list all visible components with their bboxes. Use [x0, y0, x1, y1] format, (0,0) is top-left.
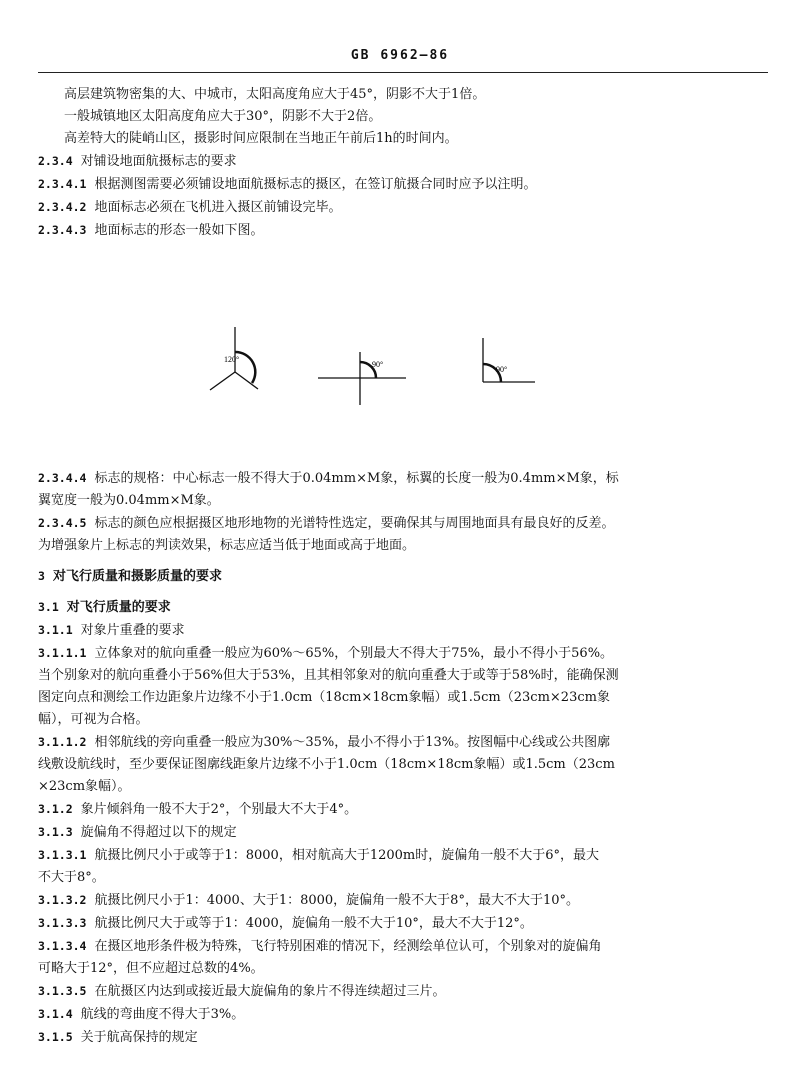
- clause-3-1-3-2: [38, 889, 770, 912]
- angle-label-120: 120°: [224, 355, 240, 364]
- clause-3-1-1-1-cont-1: 当个别象对的航向重叠小于56%但大于53%，且其相邻象对的航向重叠大于或等于58%时，能确保测: [38, 668, 619, 683]
- clause-number: 2.3.4.2: [38, 200, 87, 214]
- section-3-1-title: [38, 596, 770, 619]
- clause-text: 地面标志必须在飞机进入摄区前铺设完毕。: [94, 200, 342, 215]
- clause-number: 3.1.3.5: [38, 984, 87, 998]
- clause-3-1-1: [38, 619, 770, 642]
- clause-number: 3.1.3.1: [38, 848, 87, 862]
- header-rule: [38, 72, 768, 73]
- clause-text: 对象片重叠的要求: [80, 623, 185, 638]
- clause-3-1-1-2-cont-2: ×23cm象幅）。: [38, 779, 131, 794]
- document-body: [38, 84, 770, 1049]
- clause-number: 2.3.4.3: [38, 223, 87, 237]
- clause-3-1-3-4-cont: 可略大于12°，但不应超过总数的4%。: [38, 961, 264, 976]
- clause-text: 立体象对的航向重叠一般应为60%～65%，个别最大不得大于75%，最小不得小于56%。: [94, 646, 614, 661]
- clause-3-1-1-2: [38, 731, 770, 754]
- clause-text: 航摄比例尺小于或等于1：8000，相对航高大于1200m时，旋偏角一般不大于6°，最大: [94, 848, 600, 863]
- clause-number: 2.3.4: [38, 154, 73, 168]
- clause-3-1-4: [38, 1003, 770, 1026]
- clause-3-1-3-1-cont: 不大于8°。: [38, 870, 105, 885]
- clause-2-3-4-5: [38, 512, 770, 535]
- clause-text: 标志的颜色应根据摄区地形地物的光谱特性选定，要确保其与周围地面具有最良好的反差。: [94, 516, 615, 531]
- clause-number: 3.1.1.1: [38, 646, 87, 660]
- clause-3-1-5: [38, 1026, 770, 1049]
- section-3-title: [38, 565, 770, 588]
- clause-number: 2.3.4.5: [38, 516, 87, 530]
- clause-number: 3.1.5: [38, 1030, 73, 1044]
- clause-text: 航摄比例尺小于1：4000、大于1：8000，旋偏角一般不大于8°，最大不大于10°。: [94, 893, 579, 908]
- clause-text: 旋偏角不得超过以下的规定: [80, 825, 237, 840]
- clause-2-3-4-2: [38, 196, 770, 219]
- clause-text: 关于航高保持的规定: [80, 1030, 198, 1045]
- angle-label-90-l: 90°: [496, 365, 508, 374]
- clause-number: 3.1.3.3: [38, 916, 87, 930]
- clause-text: 标志的规格：中心标志一般不得大于0.04mm×M象，标翼的长度一般为0.4mm×M象，标: [94, 471, 619, 486]
- clause-2-3-4-5-cont: 为增强象片上标志的判读效果，标志应适当低于地面或高于地面。: [38, 538, 416, 553]
- clause-text: 对铺设地面航摄标志的要求: [80, 154, 237, 169]
- clause-number: 3.1.3.4: [38, 939, 87, 953]
- clause-number: 3.1.2: [38, 802, 73, 816]
- clause-2-3-4-4: [38, 467, 770, 490]
- clause-number: 2.3.4.1: [38, 177, 87, 191]
- clause-3-1-1-1: [38, 642, 770, 665]
- clause-3-1-3-5: [38, 980, 770, 1003]
- clause-3-1-1-2-cont-1: 线敷设航线时，至少要保证图廓线距象片边缘不小于1.0cm（18cm×18cm象幅）或1.5cm（23cm: [38, 757, 615, 772]
- clause-text: 航线的弯曲度不得大于3%。: [80, 1007, 245, 1022]
- section-text: 对飞行质量的要求: [66, 600, 171, 615]
- ground-marker-figure: [38, 242, 770, 467]
- clause-number: 3.1.1.2: [38, 735, 87, 749]
- clause-number: 3.1.3: [38, 825, 73, 839]
- clause-number: 3.1.1: [38, 623, 73, 637]
- clause-text: 相邻航线的旁向重叠一般应为30%～35%，最小不得小于13%。按图幅中心线或公共图廓: [94, 735, 611, 750]
- clause-number: 3.1.3.2: [38, 893, 87, 907]
- section-number: 3: [38, 569, 45, 583]
- angle-label-90-cross: 90°: [372, 360, 384, 369]
- intro-line-1: 高层建筑物密集的大、中城市，太阳高度角应大于45°，阴影不大于1倍。: [64, 87, 486, 102]
- cross-marker: [318, 352, 406, 405]
- clause-3-1-3-3: [38, 912, 770, 935]
- standard-code-header: GB 6962—86: [350, 48, 450, 63]
- intro-line-3: 高差特大的陡峭山区，摄影时间应限制在当地正午前后1h的时间内。: [64, 131, 458, 146]
- clause-3-1-2: [38, 798, 770, 821]
- clause-number: 2.3.4.4: [38, 471, 87, 485]
- clause-2-3-4-1: [38, 173, 770, 196]
- ground-marker-diagrams: [38, 242, 770, 467]
- intro-line-2: 一般城镇地区太阳高度角应大于30°，阴影不大于2倍。: [64, 109, 382, 124]
- clause-text: 地面标志的形态一般如下图。: [94, 223, 264, 238]
- clause-text: 在航摄区内达到或接近最大旋偏角的象片不得连续超过三片。: [94, 984, 446, 999]
- clause-3-1-3-4: [38, 935, 770, 958]
- clause-2-3-4-3: [38, 219, 770, 242]
- clause-text: 根据测图需要必须铺设地面航摄标志的摄区，在签订航摄合同时应予以注明。: [94, 177, 537, 192]
- clause-3-1-3: [38, 821, 770, 844]
- clause-number: 3.1.4: [38, 1007, 73, 1021]
- clause-3-1-3-1: [38, 844, 770, 867]
- section-number: 3.1: [38, 600, 59, 614]
- clause-text: 航摄比例尺大于或等于1：4000，旋偏角一般不大于10°，最大不大于12°。: [94, 916, 533, 931]
- clause-text: 在摄区地形条件极为特殊，飞行特别困难的情况下，经测绘单位认可，个别象对的旋偏角: [94, 939, 602, 954]
- clause-2-3-4-4-cont: 翼宽度一般为0.04mm×M象。: [38, 493, 220, 508]
- clause-3-1-1-1-cont-2: 图定向点和测绘工作边距象片边缘不小于1.0cm（18cm×18cm象幅）或1.5cm（23cm×23cm象: [38, 690, 610, 705]
- l-shape-marker: [483, 338, 535, 382]
- section-text: 对飞行质量和摄影质量的要求: [52, 569, 222, 584]
- clause-3-1-1-1-cont-3: 幅），可视为合格。: [38, 712, 149, 727]
- clause-2-3-4: [38, 150, 770, 173]
- clause-text: 象片倾斜角一般不大于2°，个别最大不大于4°。: [80, 802, 358, 817]
